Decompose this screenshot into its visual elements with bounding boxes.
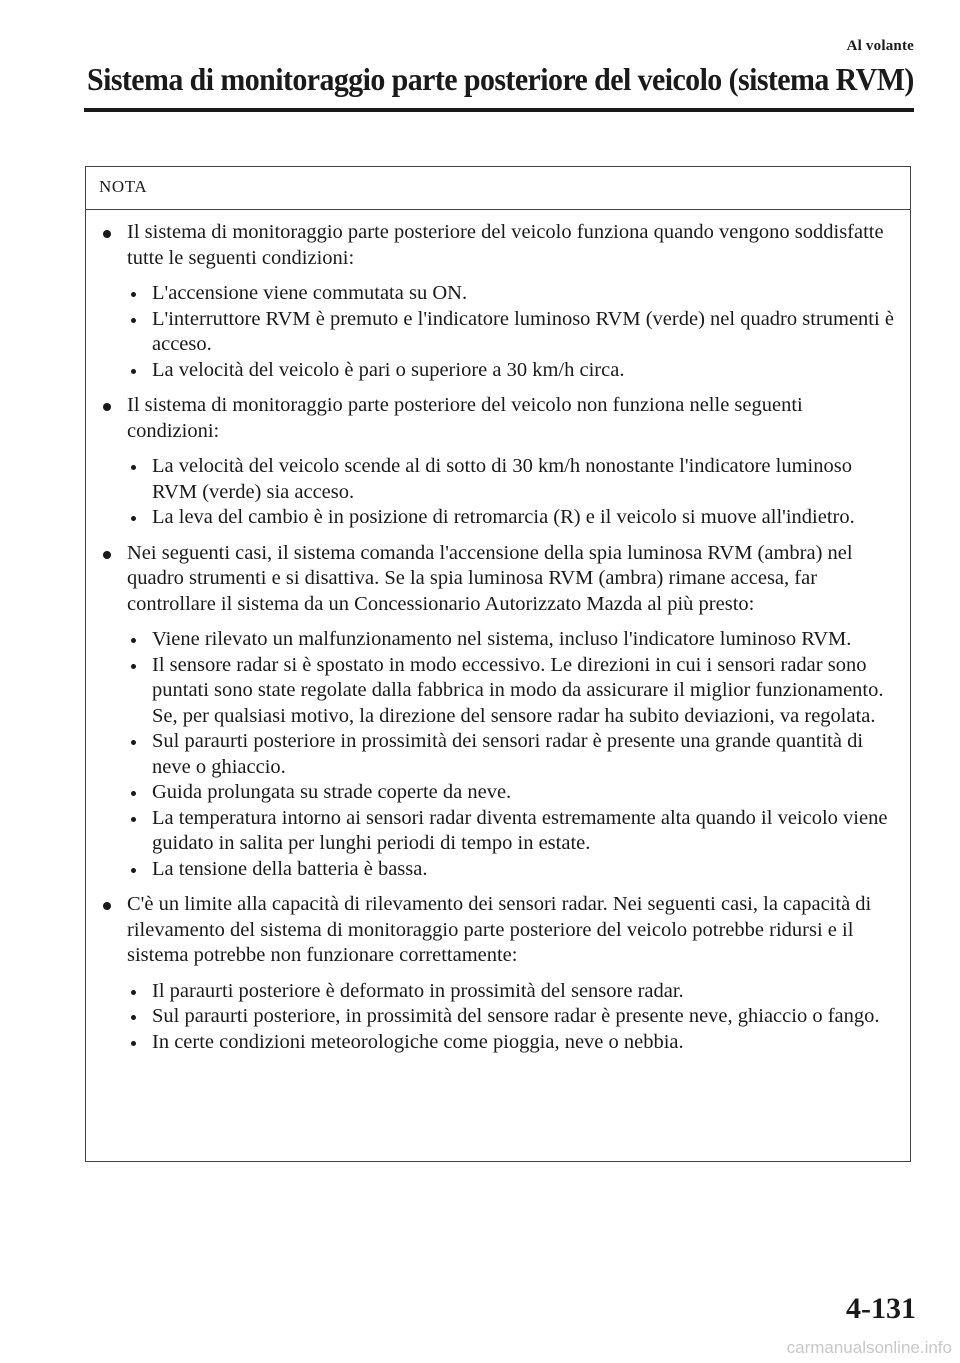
note-subitem-text: La temperatura intorno ai sensori radar diventa estremamente alta quando il veicolo viene guidato in salita per lunghi periodi di tempo in estate.: [152, 806, 888, 854]
bullet-dot-icon: [103, 551, 111, 559]
note-subitem: [127, 729, 896, 780]
bullet-icon: [131, 318, 136, 323]
note-subitem: [127, 454, 896, 505]
note-subitems: [127, 627, 896, 882]
note-item: [102, 892, 896, 1055]
note-subitem-text: Il sensore radar si è spostato in modo eccessivo. Le direzioni in cui i sensori radar sono puntati sono state regolate dalla fabbrica in modo da assicurare il miglior funzionamento. Se, per qualsiasi motivo, la direzione del sensore radar ha subito deviazioni, va regolata.: [152, 653, 884, 727]
note-subitem: [127, 505, 896, 531]
bullet-icon: [131, 516, 136, 521]
note-item-text: Il sistema di monitoraggio parte posteriore del veicolo funziona quando vengono soddisfatte tutte le seguenti condizioni:: [127, 221, 884, 269]
bullet-icon: [131, 868, 136, 873]
bullet-icon: [131, 817, 136, 822]
note-subitem: [127, 806, 896, 857]
note-subitem: [127, 780, 896, 806]
note-subitem-text: Il paraurti posteriore è deformato in prossimità del sensore radar.: [152, 979, 684, 1002]
note-subitem-text: La tensione della batteria è bassa.: [152, 857, 428, 880]
note-subitems: [127, 979, 896, 1056]
note-item: [102, 393, 896, 531]
note-subitems: [127, 454, 896, 531]
note-subitem: [127, 627, 896, 653]
bullet-dot-icon: [103, 403, 111, 411]
bullet-dot-icon: [103, 230, 111, 238]
bullet-icon: [131, 1015, 136, 1020]
bullet-icon: [131, 791, 136, 796]
note-item: [102, 541, 896, 883]
note-subitem: [127, 281, 896, 307]
note-subitem: [127, 653, 896, 730]
note-subitem-text: La velocità del veicolo è pari o superiore a 30 km/h circa.: [152, 358, 625, 381]
note-subitem-text: La velocità del veicolo scende al di sotto di 30 km/h nonostante l'indicatore luminoso RVM (verde) sia acceso.: [152, 455, 852, 503]
note-subitem-text: Guida prolungata su strade coperte da neve.: [152, 781, 512, 803]
bullet-icon: [131, 664, 136, 669]
bullet-icon: [131, 740, 136, 745]
note-subitem: [127, 1004, 896, 1030]
note-subitem-text: Sul paraurti posteriore in prossimità dei sensori radar è presente una grande quantità di neve o ghiaccio.: [152, 730, 864, 778]
title-rule: [84, 108, 914, 112]
note-item-text: C'è un limite alla capacità di rilevamento dei sensori radar. Nei seguenti casi, la capacità di rilevamento del sistema di monitoraggio parte posteriore del veicolo potrebbe ridursi e il sistema potrebbe non funzionare correttamente:: [127, 893, 872, 966]
bullet-dot-icon: [103, 902, 111, 910]
note-heading: NOTA: [86, 167, 910, 210]
page-number: 4-131: [846, 1292, 916, 1325]
note-subitem: [127, 1030, 896, 1056]
note-body: [86, 210, 910, 1055]
note-subitem-text: Sul paraurti posteriore, in prossimità del sensore radar è presente neve, ghiaccio o fango.: [152, 1005, 880, 1027]
section-label: Al volante: [846, 38, 914, 54]
note-subitem: [127, 307, 896, 358]
note-subitem-text: L'accensione viene commutata su ON.: [152, 282, 468, 304]
bullet-icon: [131, 1041, 136, 1046]
note-subitem-text: Viene rilevato un malfunzionamento nel sistema, incluso l'indicatore luminoso RVM.: [152, 628, 852, 650]
note-subitem: [127, 857, 896, 883]
note-subitem: [127, 358, 896, 384]
watermark: carmanualsonline.info: [786, 1338, 952, 1357]
note-box: [85, 166, 911, 1162]
bullet-icon: [131, 465, 136, 470]
note-item-text: Nei seguenti casi, il sistema comanda l'accensione della spia luminosa RVM (ambra) nel quadro strumenti e si disattiva. Se la spia luminosa RVM (ambra) rimane accesa, far controllare il sistema da un Concessionario Autorizzato Mazda al più presto:: [127, 541, 853, 615]
note-subitems: [127, 281, 896, 383]
bullet-icon: [131, 990, 136, 995]
bullet-icon: [131, 292, 136, 297]
note-item: [102, 220, 896, 383]
note-subitem-text: L'interruttore RVM è premuto e l'indicatore luminoso RVM (verde) nel quadro strumenti è acceso.: [152, 307, 894, 355]
note-subitem-text: In certe condizioni meteorologiche come pioggia, neve o nebbia.: [152, 1030, 684, 1053]
bullet-icon: [131, 638, 136, 643]
page-title: Sistema di monitoraggio parte posteriore del veicolo (sistema RVM): [87, 62, 914, 97]
note-subitem-text: La leva del cambio è in posizione di retromarcia (R) e il veicolo si muove all'indietro.: [152, 506, 855, 528]
note-item-text: Il sistema di monitoraggio parte posteriore del veicolo non funziona nelle seguenti condizioni:: [127, 394, 803, 442]
bullet-icon: [131, 369, 136, 374]
note-subitem: [127, 979, 896, 1005]
